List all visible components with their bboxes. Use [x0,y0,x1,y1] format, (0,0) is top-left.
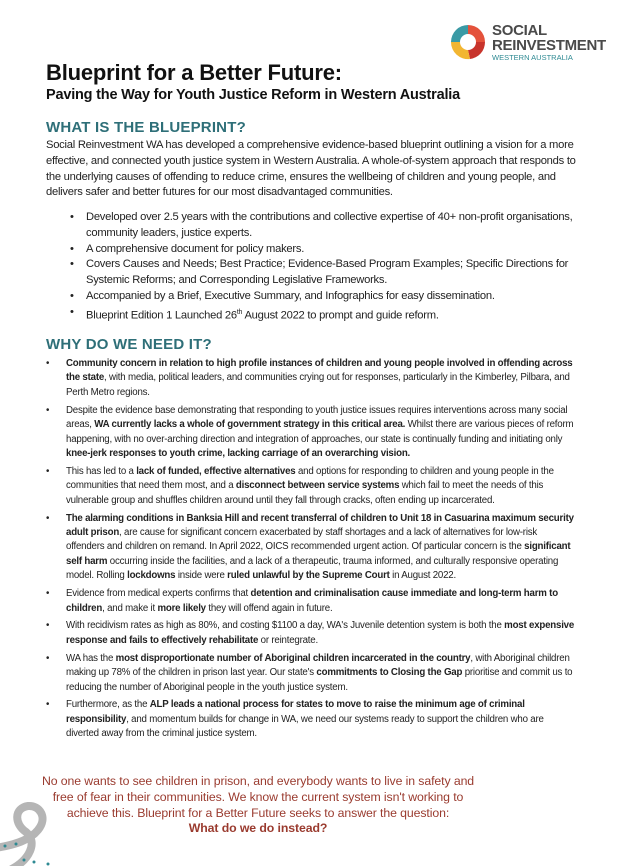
blueprint-bullet-list [70,210,580,324]
launch-text-end: August 2022 to prompt and guide reform. [242,309,439,322]
emphasis-text: most disproportionate number of Aboriginal children incarcerated in the country [115,652,471,664]
list-item [46,357,576,400]
bullet-text: This has led to a [66,465,137,477]
bullet-text: and options for responding to children and young people in the communities that need them most, and a [66,465,554,492]
bullet-text: , and momentum builds for change in WA, we need our systems ready to support the children who are diverted away from the criminal justice system. [66,713,544,740]
social-reinvestment-logo [448,22,606,62]
emphasis-text: most expensive response and fails to effectively rehabilitate [66,620,575,646]
bullet-text: Despite the evidence base demonstrating that responding to youth justice issues requires interventions across many social areas, [66,404,568,431]
bullet-text: With recidivism rates as high as 80%, and costing $1100 a day, WA's Juvenile detention system is both the [66,620,505,632]
emphasis-text: knee-jerk responses to youth crime, lacking carriage of an overarching vision. [66,447,411,459]
list-item: • Covers Causes and Needs; Best Practice; Evidence-Based Program Examples; Specific Directions for Systemic Reforms; and Corresponding Legislative Frameworks. [70,257,580,289]
list-item: • Developed over 2.5 years with the contributions and collective expertise of 40+ non-profit organisations, community leaders, justice experts. [70,210,580,242]
emphasis-text: ruled unlawful by the Supreme Court [227,570,390,582]
logo-name-line1: SOCIAL [492,21,547,39]
emphasis-text: significant self harm [66,541,571,567]
emphasis-text: lack of funded, effective alternatives [136,465,296,477]
list-item [46,587,576,616]
page-title: Blueprint for a Better Future: [46,60,342,85]
launch-text: Blueprint Edition 1 Launched 26 [86,309,237,322]
emphasis-text: commitments to Closing the Gap [316,667,463,679]
section-heading-why: WHY DO WE NEED IT? [46,336,212,353]
emphasis-text: detention and criminalisation cause immediate and long-term harm to children [66,588,558,614]
logo-name-line2: REINVESTMENT [492,36,606,54]
bullet-text: Evidence from medical experts confirms that [66,588,251,600]
emphasis-text: The alarming conditions in Banksia Hill and recent transferral of children to Unit 18 in Casuarina maximum security adult prison [66,512,574,538]
list-item [46,404,576,462]
closing-question: What do we do instead? [188,821,328,836]
decorative-path-graphic [0,800,90,866]
bullet-text: , with Aboriginal children making up 78% of the children in prison last year. Our state's [66,652,570,679]
intro-paragraph: Social Reinvestment WA has developed a comprehensive evidence-based blueprint outlining a vision for a more effective, and connected youth justice system in Western Australia. A whole-of-system approach that responds to the underlying causes of offending to reduce crime, ensures the wellbeing of children and young people, and delivers safer and better futures for our most disadvantaged communities. [46,139,576,199]
why-bullet-list [46,357,576,745]
closing-statement [36,774,480,837]
list-item [46,698,576,741]
bullet-text: prioritise and commit us to reducing the number of Aboriginal people in the youth justice system. [66,667,573,693]
bullet-text: Furthermore, as the [66,699,150,711]
bullet-text: , with media, political leaders, and communities crying out for responses, particularly in the Kimberley, Pilbara, and Perth Metro regions. [66,372,570,398]
list-item: • Accompanied by a Brief, Executive Summary, and Infographics for easy dissemination. [70,289,580,305]
list-item [46,652,576,695]
emphasis-text: lockdowns [127,570,176,582]
page-subtitle: Paving the Way for Youth Justice Reform in Western Australia [46,87,460,103]
emphasis-text: WA currently lacks a whole of government strategy in this critical area. [94,419,406,431]
emphasis-text: more likely [157,602,206,614]
emphasis-text: Community concern in relation to high profile instances of children and young people involved in offending across the state [66,358,573,384]
list-item [70,305,580,325]
bullet-text: inside were [175,570,228,582]
bullet-text: or reintegrate. [258,634,318,646]
emphasis-text: ALP leads a national process for states to move to raise the minimum age of criminal responsibility [66,699,525,725]
bullet-text: , and make it [102,602,158,614]
bullet-text: in August 2022. [389,570,456,582]
logo-subtitle: WESTERN AUSTRALIA [492,52,573,62]
list-item [46,512,576,584]
list-item [46,619,576,648]
bullet-text: which fail to meet the needs of this vulnerable group and shuffles children around until they fall through cracks, often ending up incarcerated. [66,480,544,506]
bullet-text: WA has the [66,652,116,664]
list-item [46,465,576,508]
section-heading-blueprint: WHAT IS THE BLUEPRINT? [46,119,246,136]
emphasis-text: disconnect between service systems [235,480,400,492]
list-item: • A comprehensive document for policy makers. [70,242,580,258]
closing-text: No one wants to see children in prison, and everybody wants to live in safety and free of fear in their communities. We know the current system isn't working to achieve this. Blueprint for a Better Future seeks to answer the question: [41,774,475,820]
bullet-text: they will offend again in future. [205,602,333,614]
logo-ring-icon [448,22,488,62]
bullet-text: , are cause for significant concern exacerbated by staff shortages and a lack of alternatives for low-risk offenders and children on remand. In April 2022, OICS recommended urgent action. Of particular concern is the [66,526,538,553]
bullet-text: occurring inside the facilities, and a lack of a therapeutic, trauma informed, and culturally responsive operating model. Rolling [66,555,559,582]
launch-superscript: th [236,308,243,316]
bullet-text: Whilst there are various pieces of reform happening, with no over-arching direction and integration of approaches, our state is continually funding and initiating only [66,419,574,445]
